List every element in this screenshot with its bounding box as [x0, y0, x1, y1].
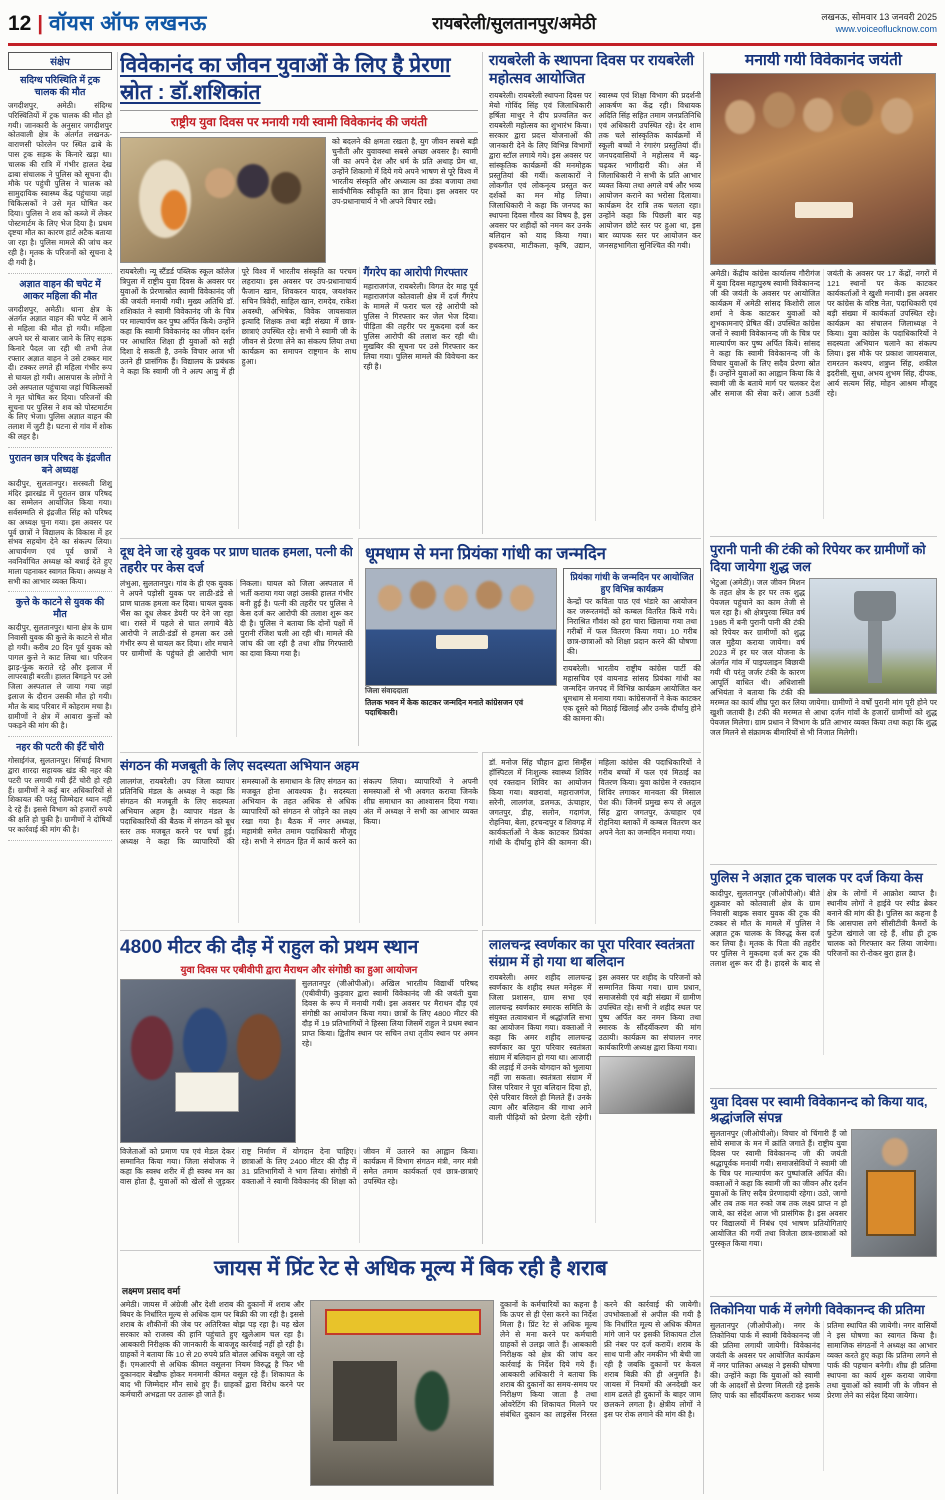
brief-item — [8, 453, 112, 593]
liquor-content-row — [120, 1300, 701, 1490]
person-shape — [415, 1371, 449, 1431]
brief-title: पुरातन छात्र परिषद के इंद्रजीत बने अध्यक्ष — [9, 452, 111, 476]
priyanka-photo-credit: जिला संवाददाता — [365, 686, 409, 695]
gangrape-arrest-body: महाराजगंज, रायबरेली। विगत देर माह पूर्व महाराजगंज कोतवाली क्षेत्र में दर्ज गैंगरेप के मामले में फरार चल रहे आरोपी को पुलिस ने गिरफ्तार कर जेल भेज दिया। पीड़िता की तहरीर पर मुकदमा दर्ज कर पुलिस आरोपी की तलाश कर रही थी। मुखबिर की सूचना पर उसे गिरफ्तार कर लिया गया। पुलिस मामले की विवेचना कर रही है। — [363, 282, 478, 371]
article-vivekananda-lead — [120, 52, 478, 534]
person-shape — [237, 1014, 281, 1080]
masthead — [8, 6, 937, 46]
person-shape — [271, 172, 301, 204]
jayanti-body: अमेठी। केंद्रीय कांग्रेस कार्यालय गौरीगंज में युवा दिवस महापुरुष स्वामी विवेकानन्द जी की जयंती के अवसर पर आयोजित कार्यक्रम में अमेठी सांसद किशोरी लाल शर्मा ने केक काटकर युवाओं को शुभकामनाएं प्रेषित कीं। उपस्थित कांग्रेस जनों ने स्वामी विवेकानन्द जी के चित्र पर माल्यार्पण कर पुष्प अर्पित किये। सांसद ने कहा कि स्वामी विवेकानन्द जी के विचार युवाओं के लिए सदैव प्रेरणा स्रोत हैं। उन्होंने युवाओं का आह्वान किया कि वे स्वामी जी के बताये मार्ग पर चलकर देश और समाज की सेवा करें। आज 53वीं जयंती के अवसर पर 17 केंद्रों, नगरों में 121 स्थानों पर केक काटकर कार्यकर्ताओं ने खुशी मनायी। इस अवसर पर कांग्रेस के वरिष्ठ नेता, पदाधिकारी एवं बड़ी संख्या में कार्यकर्ता उपस्थित रहे। कार्यक्रम का संचालन जिलाध्यक्ष ने किया। युवा कांग्रेस के पदाधिकारियों ने सदस्यता अभियान चलाने का संकल्प लिया। इस मौके पर प्रकाश जायसवाल, रामरतन कश्यप, शत्रुघ्न सिंह, शकील इदरीसी, सुधा, अभय शुभम सिंह, दीपक, आर्य सत्यम सिंह, मोहन आश्रम मौजूद रहे। — [710, 269, 937, 398]
framed-portrait-shape — [866, 1170, 916, 1236]
gangrape-arrest-headline: गैंगरेप का आरोपी गिरफ्तार — [363, 267, 468, 279]
certificate-shape — [175, 1072, 239, 1112]
shop-counter-shape — [333, 1361, 397, 1441]
tribute-headline: युवा दिवस पर स्वामी विवेकानन्द को किया याद, श्रद्धांजलि संपन्न — [710, 1094, 928, 1125]
priyanka-headline: धूमधाम से मना प्रियंका गांधी का जन्मदिन — [365, 545, 606, 563]
date-line: लखनऊ, सोमवार 13 जनवरी 2025 — [821, 11, 937, 22]
masthead-left — [8, 9, 207, 37]
person-shape — [882, 1138, 908, 1166]
brief-item — [8, 279, 112, 448]
lalchandra-headline: लालचन्द्र स्वर्णकार का पूरा परिवार स्वतंत्रता संग्राम में हो गया था बलिदान — [489, 937, 695, 969]
race-body2: विजेताओं को प्रमाण पत्र एवं मेडल देकर सम्मानित किया गया। जिला संयोजक ने कहा कि स्वस्थ शरीर में ही स्वस्थ मन का वास होता है, युवाओं को खेलों से जुड़कर राष्ट्र निर्माण में योगदान देना चाहिए। छात्राओं के लिए 2400 मीटर की दौड़ में 31 प्रतिभागियों ने भाग लिया। संगोष्ठी में वक्ताओं ने स्वामी विवेकानंद की शिक्षा को जीवन में उतारने का आह्वान किया। कार्यक्रम में विभाग संगठन मंत्री, नगर मंत्री समेत तमाम कार्यकर्ता एवं छात्र-छात्राएं उपस्थित रहे। — [120, 1147, 478, 1186]
right-rail — [703, 52, 937, 1494]
person-shape — [444, 585, 468, 611]
brief-title: नहर की पटरी की ईंटें चोरी — [16, 742, 104, 754]
person-shape — [841, 90, 873, 126]
garlanding-ceremony-photo — [120, 137, 326, 263]
priyanka-content-row — [365, 568, 701, 724]
priyanka-continuation — [482, 752, 701, 926]
paper-name: वॉयस ऑफ लखनऊ — [48, 11, 207, 35]
priyanka-highlight-box — [563, 568, 701, 661]
mahotsav-headline: रायबरेली के स्थापना दिवस पर रायबरेली महोत्सव आयोजित — [489, 53, 694, 87]
person-shape — [881, 98, 913, 134]
person-shape — [378, 585, 402, 611]
truck-case-body: कादीपुर, सुलतानपुर (जीओपीओ)। बीते शुक्रवार को कोतवाली क्षेत्र के ग्राम निवासी बाइक सवार युवक की ट्रक की टक्कर से मौत के मामले में पुलिस ने अज्ञात ट्रक चालक के विरुद्ध केस दर्ज कर लिया है। मृतक के पिता की तहरीर पर पुलिस ने मुकदमा दर्ज कर ट्रक की तलाश शुरू कर दी है। हादसे के बाद से क्षेत्र के लोगों में आक्रोश व्याप्त है। स्थानीय लोगों ने हाईवे पर स्पीड ब्रेकर बनाने की मांग की है। पुलिस का कहना है कि आसपास लगे सीसीटीवी कैमरों के फुटेज खंगाले जा रहे हैं, शीघ्र ही ट्रक चालक को गिरफ्तार कर लिया जायेगा। परिजनों का रो-रोकर बुरा हाल है। — [710, 889, 937, 968]
sangathan-headline: संगठन की मजबूती के लिए सदस्यता अभियान अहम — [120, 758, 359, 773]
liquor-shop-photo — [310, 1300, 494, 1486]
brief-body: जगदीशपुर, अमेठी। थाना क्षेत्र के अंतर्गत अज्ञात वाहन की चपेट में आने से महिला की मौत हो गयी। महिला अपने घर से बाजार जाने के लिए सड़क किनारे पैदल जा रही थी तभी तेज रफ्तार अज्ञात वाहन ने उसे टक्कर मार दी। टक्कर लगते ही महिला गंभीर रूप से घायल हो गयी। आसपास के लोगों ने उसे अस्पताल पहुंचाया जहां चिकित्सकों ने मृत घोषित कर दिया। परिजनों की सूचना पर पुलिस ने शव को पोस्टमार्टम के लिए भेजा। पुलिस अज्ञात वाहन की तलाश में जुटी है। घटना से गांव में शोक की लहर है। — [8, 304, 112, 441]
tank-stem-shape — [868, 621, 882, 683]
brief-item — [8, 75, 112, 274]
priyanka-box-text: केन्द्रों पर कविता पाठ एवं भंडारे का आयोजन कर जरूरतमंदों को कम्बल वितरित किये गये। निराश्रित गौवंश को हरा चारा खिलाया गया तथा गरीबों में फल वितरण किया गया। 10 गरीब छात्र-छात्राओं को शिक्षा प्रदान करने की घोषणा की। — [567, 597, 697, 656]
website-url: www.voiceoflucknow.com — [835, 23, 937, 34]
person-shape — [763, 92, 795, 128]
lead-body-columns — [120, 267, 478, 529]
race-photo-row — [120, 979, 478, 1143]
article-statue — [710, 1296, 937, 1482]
tribute-body: सुलतानपुर (जीओपीओ)। विचार वो चिंगारी हैं जो सोये समाज के मन में क्रांति जगाते हैं। राष्ट्रीय युवा दिवस पर स्वामी विवेकानन्द जी की जयंती श्रद्धापूर्वक मनायी गयी। समाजसेवियों ने स्वामी जी के चित्र पर माल्यार्पण कर पुष्पांजलि अर्पित की। वक्ताओं ने कहा कि स्वामी जी का जीवन और दर्शन युवाओं के लिए सदैव प्रेरणादायी रहेगा। उठो, जागो और तब तक मत रुको जब तक लक्ष्य प्राप्त न हो जाये, का संदेश आज भी प्रासंगिक है। इस अवसर पर विद्यालयों में निबंध एवं भाषण प्रतियोगिताएं आयोजित की गयीं तथा विजेता छात्र-छात्राओं को पुरस्कृत किया गया। — [710, 1129, 847, 1248]
shop-signboard-shape — [325, 1309, 481, 1335]
milk-attack-body: लंभुआ, सुलतानपुर। गांव के ही एक युवक ने अपने पड़ोसी युवक पर लाठी-डंडे से प्राण घातक हमला कर दिया। घायल युवक भैंस का दूध लेकर डेयरी पर देने जा रहा था। रास्ते में पहले से घात लगाये बैठे आरोपी ने लाठी-डंडों से हमला कर उसे गंभीर रूप से घायल कर दिया। शोर मचाने पर ग्रामीणों के पहुंचते ही आरोपी भाग निकला। घायल को जिला अस्पताल में भर्ती कराया गया जहां उसकी हालत गंभीर बनी हुई है। पत्नी की तहरीर पर पुलिस ने केस दर्ज कर आरोपी की तलाश शुरू कर दी है। पुलिस ने बताया कि दोनों पक्षों में पुरानी रंजिश चली आ रही थी। मामले की जांच की जा रही है तथा शीघ्र गिरफ्तारी का दावा किया गया है। — [120, 579, 353, 658]
person-shape — [183, 1008, 227, 1078]
article-sangathan — [120, 752, 478, 926]
brief-body: जगदीशपुर, अमेठी। संदिग्ध परिस्थितियों में ट्रक चालक की मौत हो गयी। जानकारी के अनुसार जगदीशपुर कोतवाली क्षेत्र के अंतर्गत लखनऊ-वाराणसी फोरलेन पर स्थित ढाबे के पास ट्रक सड़क के किनारे खड़ा था। चालक की रात्रि में गंभीर हालत देख ढाबा संचालक ने पुलिस को सूचना दी। मौके पर पहुंची पुलिस ने चालक को सामुदायिक स्वास्थ्य केंद्र पहुंचाया जहां चिकित्सकों ने उसे मृत घोषित कर दिया। पुलिस ने शव को कब्जे में लेकर पोस्टमार्टम के लिए भेज दिया है। प्रथम दृष्टया मौत का कारण हार्ट अटैक बताया जा रहा है। पुलिस मामले की जांच कर रही है। मृतक के परिजनों को सूचना दे दी गयी है। — [8, 101, 112, 267]
lead-side-text: को बदलने की क्षमता रखता है, युग जीवन सबसे बड़ी चुनौती और युवावस्था सबसे अच्छा अवसर है। स्वामी जी का अपने देश और धर्म के प्रति अथाह प्रेम था, उन्होंने शिकागो में दिये गये अपने भाषण से पूरे विश्व में भारतीय संस्कृति और अध्यात्म का डंका बजाया तथा सार्वभौमिक स्वीकृति का ज्ञान दिया। इस अवसर पर उप-प्रधानाचार्य ने भी अपने विचार रखे। — [332, 137, 478, 206]
tank-head-shape — [854, 591, 896, 621]
person-shape — [510, 585, 534, 611]
liquor-body-right: दुकानों के कर्मचारियों का कहना है कि ऊपर से ही ऐसा करने का निर्देश मिला है। प्रिंट रेट से अधिक मूल्य लेने से मना करने पर कर्मचारी ग्राहकों से उलझ जाते हैं। आबकारी निरीक्षक को क्षेत्र की जांच कर कार्रवाई के निर्देश दिये गये हैं। आबकारी अधिकारी ने बताया कि शराब की दुकानों का समय-समय पर निरीक्षण किया जाता है तथा ओवरेटिंग की शिकायत मिलने पर संबंधित दुकान का लाइसेंस निरस्त करने की कार्रवाई की जायेगी। उपभोक्ताओं से अपील की गयी है कि निर्धारित मूल्य से अधिक कीमत मांगे जाने पर इसकी शिकायत टोल फ्री नंबर पर दर्ज करायें। शराब के साथ पानी और नमकीन भी बेची जा रही है जबकि दुकानों पर केवल शराब बिक्री की ही अनुमति है। जायस में नियमों की अनदेखी कर शाम ढलते ही दुकानों के बाहर जाम छलकने लगता है। क्षेत्रीय लोगों ने इस पर रोक लगाने की मांग की है। — [500, 1300, 701, 1419]
article-milk-attack — [120, 538, 353, 746]
masthead-right — [821, 11, 937, 35]
priyanka-photo-caption: तिलक भवन में केक काटकर जन्मदिन मनाते कांग्रेसजन एवं पदाधिकारी। — [365, 698, 524, 717]
garland-shape — [161, 190, 187, 230]
liquor-byline: लक्ष्मण प्रसाद वर्मा — [122, 1286, 181, 1296]
article-mahotsav — [482, 52, 701, 534]
cake-shape — [436, 635, 488, 649]
race-subhead: युवा दिवस पर एबीवीपी द्वारा मैराथन और संगोष्ठी का हुआ आयोजन — [180, 965, 418, 976]
liquor-body-left: अमेठी। जायस में अंग्रेजी और देशी शराब की दुकानों में शराब और बियर के निर्धारित मूल्य से अधिक दाम पर बिक्री की जा रही है। इससे शराब के शौकीनों की जेब पर अतिरिक्त बोझ पड़ रहा है। यह खेल सरकार को राजस्व की हानि पहुंचाते हुए खुलेआम चल रहा है। आबकारी निरीक्षक की जानकारी के बावजूद कार्रवाई नहीं हो रही है। ग्राहकों ने बताया कि 10 से 20 रुपये प्रति बोतल अधिक वसूले जा रहे हैं। एमआरपी से अधिक कीमत वसूलना नियम विरुद्ध है फिर भी दुकानदार बेखौफ होकर मनमानी कीमत वसूल रहे हैं। शिकायत के बाद भी जिम्मेदार मौन साधे हुए हैं। ग्राहकों द्वारा विरोध करने पर कर्मचारी अभद्रता पर उतारू हो जाते हैं। — [120, 1300, 304, 1399]
person-shape — [237, 164, 269, 198]
article-water-tank — [710, 536, 937, 858]
milk-attack-headline: दूध देने जा रहे युवक पर प्राण घातक हमला, पत्नी की तहरीर पर केस दर्ज — [120, 545, 353, 575]
cake-shape — [795, 202, 853, 218]
page-number: 12 — [8, 11, 32, 35]
water-tank-photo — [809, 578, 937, 694]
article-race — [120, 930, 478, 1244]
lead-subhead: राष्ट्रीय युवा दिवस पर मनायी गयी स्वामी विवेकानंद की जयंती — [120, 110, 478, 133]
priyanka-side-block — [563, 568, 701, 724]
lead-body: रायबरेली। न्यू स्टैंडर्ड पब्लिक स्कूल कॉलेज त्रिपुला में राष्ट्रीय युवा दिवस के अवसर पर युवाओं के प्रेरणास्रोत स्वामी विवेकानंद जी की जयंती मनायी गयी। मुख्य अतिथि डॉ. शशिकांत ने स्वामी विवेकानंद जी के चित्र पर माल्यार्पण कर पुष्प अर्पित किये। उन्होंने कहा कि स्वामी विवेकानंद का जीवन दर्शन पर आधारित शिक्षा ही युवाओं को सही दिशा दे सकती है, उनके विचार आज भी उतने ही प्रासंगिक हैं। विद्यालय के प्रबंधक ने कहा कि स्वामी जी ने अल्प आयु में ही पूरे विश्व में भारतीय संस्कृति का परचम लहराया। इस अवसर पर उप-प्रधानाचार्य फैजान खान, शिवकरन यादव, जयशंकर सचिन त्रिवेदी, साहिल खान, रामदेव, राकेश अवस्थी, अभिषेक, विवेक जायसवाल इत्यादि शिक्षक तथा बड़ी संख्या में छात्र-छात्राएं उपस्थित रहे। सभी ने स्वामी जी के जीवन से प्रेरणा लेने का संकल्प लिया तथा कार्यक्रम का समापन राष्ट्रगान के साथ हुआ। — [120, 267, 357, 376]
brief-title: अज्ञात वाहन की चपेट में आकर महिला की मौत — [19, 278, 101, 302]
brief-item — [8, 742, 112, 840]
portrait-tribute-photo — [851, 1129, 937, 1257]
certificate-award-photo — [120, 979, 296, 1143]
congress-cake-celebration-photo — [710, 73, 936, 265]
statue-headline: तिकोनिया पार्क में लगेगी विवेकानन्द की प्रतिमा — [710, 1302, 925, 1317]
article-liquor — [120, 1250, 701, 1494]
jayanti-headline: मनायी गयी विवेकानंद जयंती — [745, 52, 902, 69]
lead-photo-row — [120, 137, 478, 263]
tank-headline: पुरानी पानी की टंकी को रिपेयर कर ग्रामीणों को दिया जायेगा शुद्ध जल — [710, 542, 926, 574]
liquor-headline: जायस में प्रिंट रेट से अधिक मूल्य में बिक रही है शराब — [213, 1257, 608, 1280]
article-vivekananda-jayanti — [710, 52, 937, 530]
article-priyanka-birthday — [358, 538, 701, 746]
statue-body: सुलतानपुर (जीओपीओ)। नगर के तिकोनिया पार्क में स्वामी विवेकानन्द जी की प्रतिमा लगायी जायेगी। विवेकानंद जयंती के अवसर पर आयोजित कार्यक्रम में नगर पालिका अध्यक्ष ने इसकी घोषणा की। उन्होंने कहा कि युवाओं को स्वामी जी के आदर्शों से प्रेरणा मिलती रहे इसके लिए पार्क का सौंदर्यीकरण कराकर भव्य प्रतिमा स्थापित की जायेगी। नगर वासियों ने इस घोषणा का स्वागत किया है। सामाजिक संगठनों ने अध्यक्ष का आभार व्यक्त करते हुए कहा कि प्रतिमा लगने से पार्क की पहचान बनेगी। शीघ्र ही प्रतिमा स्थापना का कार्य शुरू कराया जायेगा तथा युवाओं को स्वामी जी के जीवन से प्रेरणा लेने का संदेश दिया जायेगा। — [710, 1321, 937, 1400]
person-shape — [131, 1016, 173, 1080]
mahotsav-body: रायबरेली। रायबरेली स्थापना दिवस पर मेयो गोविंद सिंह एवं जिलाधिकारी हर्षिता माथुर ने दीप प्रज्वलित कर रायबरेली महोत्सव का शुभारंभ किया। सरकार द्वारा प्रदत्त योजनाओं की जानकारी देने के लिए विभिन्न विभागों द्वारा स्टॉल लगाये गये। इस अवसर पर सांस्कृतिक कार्यक्रमों की मनमोहक प्रस्तुतियां की गयीं। कलाकारों ने लोकगीत एवं लोकनृत्य प्रस्तुत कर दर्शकों का मन मोह लिया। जिलाधिकारी ने कहा कि जनपद का स्थापना दिवस गौरव का विषय है, इस अवसर पर शहीदों को नमन कर उनके बलिदान को याद किया गया। हथकरघा, माटीकला, कृषि, उद्यान, स्वास्थ्य एवं शिक्षा विभाग की प्रदर्शनी आकर्षण का केंद्र रही। विधायक अदिति सिंह सहित तमाम जनप्रतिनिधि एवं अधिकारी उपस्थित रहे। देर शाम तक चले सांस्कृतिक कार्यक्रमों में स्कूली बच्चों ने रंगारंग प्रस्तुतियां दीं। जनपदवासियों ने महोत्सव में बढ़-चढ़कर भागीदारी की। अंत में जिलाधिकारी ने सभी के प्रति आभार व्यक्त किया तथा अगले वर्ष और भव्य आयोजन कराने का भरोसा दिलाया। कार्यक्रम देर रात्रि तक चलता रहा। उन्होंने कहा कि पिछली बार यह आयोजन छोटे स्तर पर हुआ था, इस बार व्यापक स्तर पर आयोजन कर जनसहभागिता सुनिश्चित की गयी। — [489, 91, 701, 250]
tank-body: भेटुआ (अमेठी)। जल जीवन मिशन के तहत क्षेत्र के हर घर तक शुद्ध पेयजल पहुंचाने का काम तेजी से चल रहा है। श्री क्षेत्रपुरवा स्थित वर्ष 1985 में बनी पुरानी पानी की टंकी को रिपेयर कर ग्रामीणों को शुद्ध जल मुहैया कराया जायेगा। वर्ष 2023 में हर घर जल योजना के अंतर्गत गांव में पाइपलाइन बिछायी गयी थी परंतु जर्जर टंकी के कारण आपूर्ति बाधित थी। अधिशासी अभियंता ने बताया कि टंकी की मरम्मत का कार्य शीघ्र पूरा कर लिया जायेगा। ग्रामीणों ने वर्षों पुरानी मांग पूरी होने पर खुशी जतायी है। टंकी की मरम्मत से आधा दर्जन गांवों के हजारों ग्रामीणों को शुद्ध पेयजल मिलेगा। ग्राम प्रधान ने विभाग के प्रति आभार व्यक्त किया तथा कहा कि शुद्ध जल मिलने से संक्रामक बीमारियों से भी निजात मिलेगी। — [710, 578, 937, 737]
priyanka-body: रायबरेली। भारतीय राष्ट्रीय कांग्रेस पार्टी की महासचिव एवं वायनाड सांसद प्रियंका गांधी का जन्मदिन जनपद में विभिन्न कार्यक्रम आयोजित कर धूमधाम से मनाया गया। कांग्रेसजनों ने केक काटकर एक दूसरे को मिठाई खिलाई और उनके दीर्घायु होने की कामना की। — [563, 664, 701, 723]
article-lalchandra — [482, 930, 701, 1244]
brief-body: कादीपुर, सुलतानपुर। सरस्वती शिशु मंदिर झारखंड में पुरातन छात्र परिषद का सम्मेलन आयोजित किया गया। सर्वसम्मति से इंद्रजीत सिंह को परिषद का अध्यक्ष चुना गया। इस अवसर पर पूर्व छात्रों ने विद्यालय के विकास में हर संभव सहयोग देने का संकल्प लिया। आचार्यगण एवं पूर्व छात्रों ने नवनिर्वाचित अध्यक्ष को बधाई देते हुए माला पहनाकर स्वागत किया। अध्यक्ष ने सभी का आभार व्यक्त किया। — [8, 478, 112, 586]
person-shape — [803, 98, 833, 132]
truck-case-headline: पुलिस ने अज्ञात ट्रक चालक पर दर्ज किया केस — [710, 870, 923, 885]
edition-region: रायबरेली/सुलतानपुर/अमेठी — [432, 14, 597, 33]
brief-body: गोसाईगंज, सुलतानपुर। सिंचाई विभाग द्वारा शारदा सहायक खंड की नहर की पटरी पर लगायी गयी ईंटें चोरी हो रही हैं। ग्रामीणों ने कई बार अधिकारियों से शिकायत की परंतु जिम्मेदार ध्यान नहीं दे रहे हैं। इससे विभाग को हजारों रुपये की क्षति हो चुकी है। ग्रामीणों ने दोषियों पर कार्रवाई की मांग की है। — [8, 756, 112, 834]
lalchandra-body-columns — [489, 973, 701, 1223]
sangathan-body: लालगंज, रायबरेली। उप जिला व्यापार प्रतिनिधि मंडल के अध्यक्ष ने कहा कि संगठन की मजबूती के लिए सदस्यता अभियान अहम है। व्यापार मंडल के पदाधिकारियों की बैठक में संगठन को बूथ स्तर तक मजबूत करने पर चर्चा हुई। अध्यक्ष ने कहा कि व्यापारियों की समस्याओं के समाधान के लिए संगठन का मजबूत होना आवश्यक है। सदस्यता अभियान के तहत अधिक से अधिक व्यापारियों को संगठन से जोड़ने का लक्ष्य रखा गया है। बैठक में नगर अध्यक्ष, महामंत्री समेत तमाम पदाधिकारी मौजूद रहे। सभी ने संगठन हित में कार्य करने का संकल्प लिया। व्यापारियों ने अपनी समस्याओं से भी अवगत कराया जिनके शीघ्र समाधान का आश्वासन दिया गया। अंत में अध्यक्ष ने सभी का आभार व्यक्त किया। — [120, 777, 478, 846]
brief-title: सदिग्ध परिस्थिति में ट्रक चालक की मौत — [20, 75, 100, 98]
priyanka-photo-block — [365, 568, 557, 724]
race-headline: 4800 मीटर की दौड़ में राहुल को प्रथम स्थान — [120, 937, 419, 958]
lead-headline: विवेकानंद का जीवन युवाओं के लिए है प्रेरणा स्रोत : डॉ.शशिकांत — [120, 54, 451, 104]
person-shape — [725, 100, 755, 134]
cake-cutting-photo — [365, 568, 557, 686]
person-shape — [476, 581, 502, 609]
briefs-column — [8, 52, 118, 1494]
article-truck-case — [710, 864, 937, 1082]
priyanka-box-title: प्रियंका गांधी के जन्मदिन पर आयोजित हुए विभिन्न कार्यक्रम — [570, 572, 694, 594]
brief-item — [8, 597, 112, 737]
article-tribute — [710, 1088, 937, 1290]
masthead-separator: | — [37, 12, 43, 35]
lalchandra-body: रायबरेली। अमर शहीद लालचन्द्र स्वर्णकार के शहीद स्थल मनेहरू में जिला प्रशासन, ग्राम सभा एवं लालचन्द्र स्वर्णकार स्मारक समिति के संयुक्त तत्वावधान में श्रद्धांजलि सभा का आयोजन किया गया। वक्ताओं ने कहा कि अमर शहीद लालचन्द्र स्वर्णकार का पूरा परिवार स्वतंत्रता संग्राम में बलिदान हो गया था। आजादी की लड़ाई में उनके योगदान को भुलाया नहीं जा सकता। स्वतंत्रता संग्राम में जिस परिवार ने पूरा बलिदान दिया हो, ऐसे परिवार विरले ही मिलते हैं। उनके त्याग और बलिदान की गाथा आने वाली पीढ़ियों को प्रेरणा देती रहेगी। इस अवसर पर शहीद के परिजनों को सम्मानित किया गया। ग्राम प्रधान, समाजसेवी एवं बड़ी संख्या में ग्रामीण उपस्थित रहे। सभी ने शहीद स्थल पर पुष्प अर्पित कर नमन किया तथा स्मारक के सौंदर्यीकरण की मांग उठायी। कार्यक्रम का संचालन नगर कार्यकारिणी अध्यक्ष द्वारा किया गया। — [489, 973, 701, 1122]
brief-body: कादीपुर, सुलतानपुर। थाना क्षेत्र के ग्राम निवासी युवक की कुत्ते के काटने से मौत हो गयी। करीब 20 दिन पूर्व युवक को पागल कुत्ते ने काट लिया था। परिजन झाड़-फूंक कराते रहे और इलाज में लापरवाही बरती। हालत बिगड़ने पर उसे जिला अस्पताल ले जाया गया जहां इलाज के दौरान उसकी मौत हो गयी। मौत के बाद परिवार में कोहराम मचा है। ग्रामीणों ने क्षेत्र में आवारा कुत्तों को पकड़ने की मांग की है। — [8, 623, 112, 731]
brief-title: कुत्ते के काटने से युवक की मौत — [15, 597, 105, 621]
person-shape — [410, 581, 436, 609]
race-body: सुलतानपुर (जीओपीओ)। अखिल भारतीय विद्यार्थी परिषद (एबीवीपी) कुड़वार द्वारा स्वामी विवेकानंद जी की जयंती युवा दिवस के रूप में मनायी गयी। इस अवसर पर मैराथन दौड़ एवं संगोष्ठी का आयोजन किया गया। छात्रों के लिए 4800 मीटर की दौड़ में 19 प्रतिभागियों ने हिस्सा लिया जिसमें राहुल ने प्रथम स्थान प्राप्त किया। द्वितीय स्थान पर सचिन तथा तृतीय स्थान पर अमन रहे। — [302, 979, 478, 1048]
priyanka-body2: डॉ. मनोज सिंह चौहान द्वारा सिम्हैंस हॉस्पिटल में निःशुल्क स्वास्थ्य शिविर एवं रक्तदान शिविर का आयोजन किया गया। बछरावां, महाराजगंज, सरेनी, लालगंज, डलमऊ, ऊंचाहार, जगतपुर, डीह, सलोन, गदागंज, रोहनिया, बेला, हरचन्दपुर व शिवगढ़ में कार्यकर्ताओं ने केक काटकर प्रियंका गांधी के दीर्घायु होने की कामना की। महिला कांग्रेस की पदाधिकारियों ने गरीब बच्चों में फल एवं मिठाई का वितरण किया। युवा कांग्रेस ने रक्तदान शिविर लगाकर मानवता की मिसाल पेश की। जिनमें प्रमुख रूप से अतुल सिंह द्वारा जगतपुर, ऊंचाहार एवं रोहनिया ब्लाकों में कम्बल वितरण कर अपने नेता का जन्मदिन मनाया गया। — [489, 758, 701, 847]
person-shape — [205, 168, 235, 198]
briefs-section-label: संक्षेप — [8, 52, 112, 70]
martyr-memorial-photo — [599, 1056, 695, 1114]
